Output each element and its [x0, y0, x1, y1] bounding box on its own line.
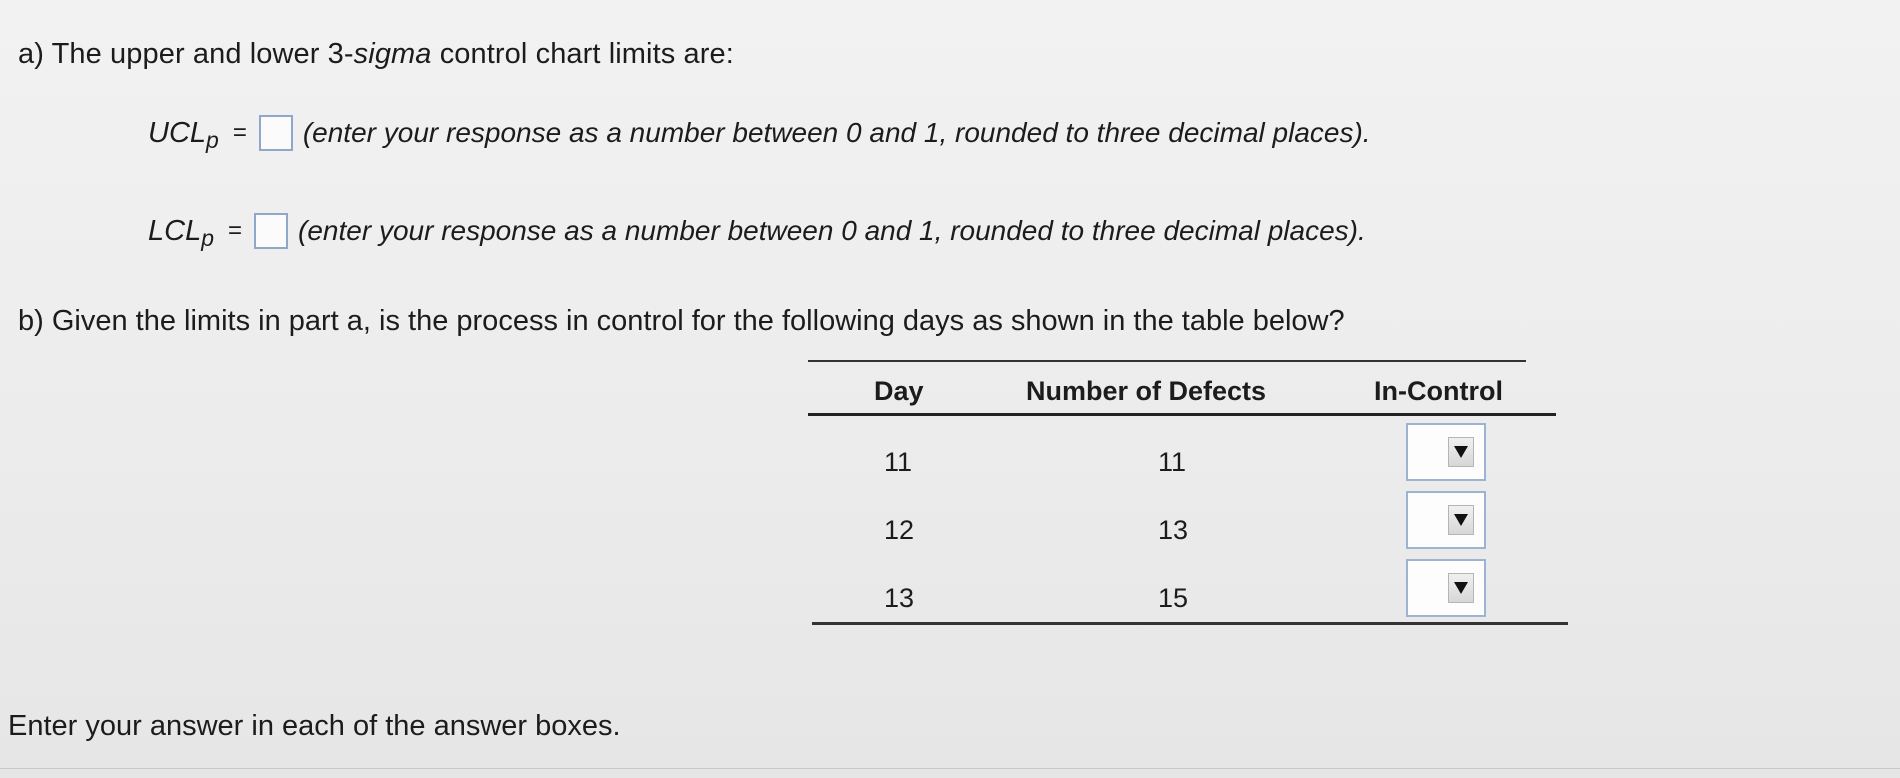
- ucl-equals: =: [232, 119, 247, 146]
- lcl-answer-input[interactable]: [254, 213, 288, 249]
- table-top-rule: [808, 360, 1526, 362]
- header-in-control: In-Control: [1374, 376, 1503, 406]
- table-bottom-rule: [812, 622, 1568, 625]
- row-3-defects: 15: [1158, 583, 1189, 613]
- lcl-subscript: p: [201, 224, 214, 251]
- row-1-day: 11: [884, 447, 913, 477]
- triangle-down-icon: [1454, 514, 1468, 526]
- question-a-prefix: a) The upper and lower 3-: [18, 38, 354, 70]
- row-1-defects: 11: [1158, 447, 1187, 477]
- footer-instruction: Enter your answer in each of the answer boxes.: [8, 710, 621, 742]
- row-3-in-control-select[interactable]: [1406, 559, 1486, 617]
- ucl-hint: (enter your response as a number between 0 and 1, rounded to three decimal places).: [302, 117, 1371, 148]
- lcl-symbol-main: LCL: [148, 214, 202, 247]
- ucl-subscript: p: [206, 126, 219, 153]
- lcl-hint: (enter your response as a number between 0 and 1, rounded to three decimal places).: [298, 215, 1366, 246]
- table-header-rule: [808, 413, 1556, 416]
- question-a-suffix: control chart limits are:: [431, 38, 734, 70]
- question-a-emphasis: sigma: [353, 38, 432, 70]
- dropdown-arrow-button[interactable]: [1448, 573, 1474, 603]
- header-number-of-defects: Number of Defects: [1026, 376, 1267, 406]
- ucl-symbol-main: UCL: [148, 116, 207, 149]
- row-2-in-control-select[interactable]: [1406, 491, 1486, 549]
- dropdown-arrow-button[interactable]: [1448, 437, 1474, 467]
- footer-divider: [0, 768, 1900, 769]
- lcl-equals: =: [228, 217, 243, 244]
- lcl-row: [148, 213, 1366, 249]
- ucl-row: [148, 115, 1371, 151]
- ucl-answer-input[interactable]: [259, 115, 293, 151]
- ucl-symbol: [148, 116, 219, 153]
- header-day: Day: [874, 376, 924, 406]
- row-2-day: 12: [884, 515, 915, 545]
- lcl-symbol: [148, 214, 214, 251]
- row-3-day: 13: [884, 583, 915, 613]
- dropdown-arrow-button[interactable]: [1448, 505, 1474, 535]
- row-1-in-control-select[interactable]: [1406, 423, 1486, 481]
- question-b-text: b) Given the limits in part a, is the process in control for the following days as shown in the table below?: [18, 305, 1345, 337]
- triangle-down-icon: [1454, 446, 1468, 458]
- row-2-defects: 13: [1158, 515, 1189, 545]
- triangle-down-icon: [1454, 582, 1468, 594]
- question-a-text: [18, 38, 734, 71]
